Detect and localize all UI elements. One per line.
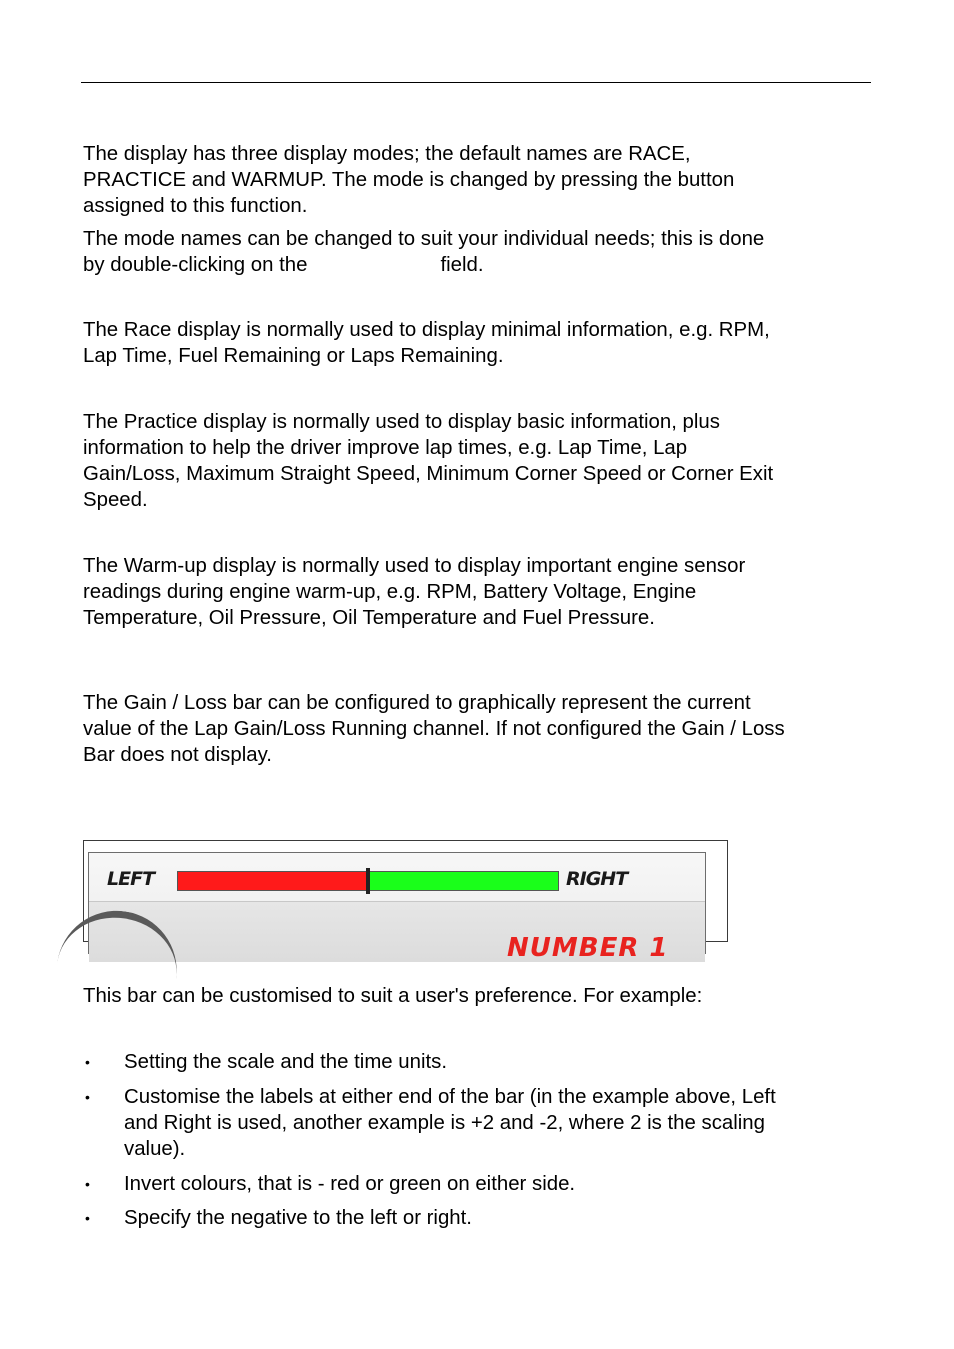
gainloss-line: Bar does not display. — [83, 744, 272, 766]
bullet-glyph: • — [85, 1089, 90, 1105]
list-item-line: Specify the negative to the left or right. — [124, 1207, 472, 1229]
warmup-line: readings during engine warm-up, e.g. RPM, Battery Voltage, Engine — [83, 581, 697, 603]
intro-line: assigned to this function. — [83, 195, 308, 217]
list-item-line: and Right is used, another example is +2 and -2, where 2 is the scaling — [124, 1112, 765, 1134]
gainloss-line: The Gain / Loss bar can be configured to graphically represent the current — [83, 692, 751, 714]
header-rule — [81, 82, 871, 83]
warmup-paragraph — [83, 553, 873, 631]
list-item-text — [124, 1205, 472, 1231]
list-item-line: Customise the labels at either end of the bar (in the example above, Left — [124, 1086, 776, 1108]
warmup-line: The Warm-up display is normally used to display important engine sensor — [83, 555, 746, 577]
bar-red-segment — [178, 872, 368, 890]
mode-names-line: The mode names can be changed to suit your individual needs; this is done — [83, 228, 765, 250]
customise-paragraph — [83, 983, 873, 1009]
race-paragraph — [83, 317, 873, 369]
list-item-text — [124, 1171, 575, 1197]
practice-line: Speed. — [83, 489, 148, 511]
number-text: NUMBER 1 — [507, 933, 669, 963]
bar-center-marker — [366, 868, 370, 894]
bullet-glyph: • — [85, 1176, 90, 1192]
race-line: Lap Time, Fuel Remaining or Laps Remaining. — [83, 345, 504, 367]
bullet-glyph: • — [85, 1054, 90, 1070]
customise-line: This bar can be customised to suit a user's preference. For example: — [83, 985, 703, 1007]
intro-line: PRACTICE and WARMUP. The mode is changed by pressing the button — [83, 169, 735, 191]
gain-loss-bar-screenshot — [83, 840, 728, 963]
list-item-text — [124, 1049, 447, 1075]
mode-names-paragraph — [83, 226, 873, 278]
bar-green-segment — [368, 872, 558, 890]
bar-right-label: RIGHT — [566, 868, 628, 890]
practice-line: information to help the driver improve lap times, e.g. Lap Time, Lap — [83, 437, 688, 459]
list-item-line: Setting the scale and the time units. — [124, 1051, 448, 1073]
practice-paragraph — [83, 409, 873, 513]
intro-line: The display has three display modes; the default names are RACE, — [83, 143, 691, 165]
intro-paragraph — [83, 141, 873, 219]
list-item-line: value). — [124, 1138, 186, 1160]
display-panel — [88, 852, 706, 963]
practice-line: The Practice display is normally used to display basic information, plus — [83, 411, 720, 433]
bar-left-label: LEFT — [107, 868, 155, 890]
gainloss-line: value of the Lap Gain/Loss Running channel. If not configured the Gain / Loss — [83, 718, 785, 740]
mode-names-text-before: by double-clicking on the — [83, 254, 308, 276]
list-item-text — [124, 1084, 776, 1162]
mode-names-line — [83, 252, 873, 278]
list-item-line: Invert colours, that is - red or green on either side. — [124, 1173, 576, 1195]
gainloss-paragraph — [83, 690, 873, 768]
mode-names-text-after: field. — [440, 254, 484, 276]
race-line: The Race display is normally used to display minimal information, e.g. RPM, — [83, 319, 770, 341]
bullet-glyph: • — [85, 1210, 90, 1226]
practice-line: Gain/Loss, Maximum Straight Speed, Minimum Corner Speed or Corner Exit — [83, 463, 774, 485]
gain-loss-bar — [177, 871, 559, 891]
warmup-line: Temperature, Oil Pressure, Oil Temperature and Fuel Pressure. — [83, 607, 655, 629]
